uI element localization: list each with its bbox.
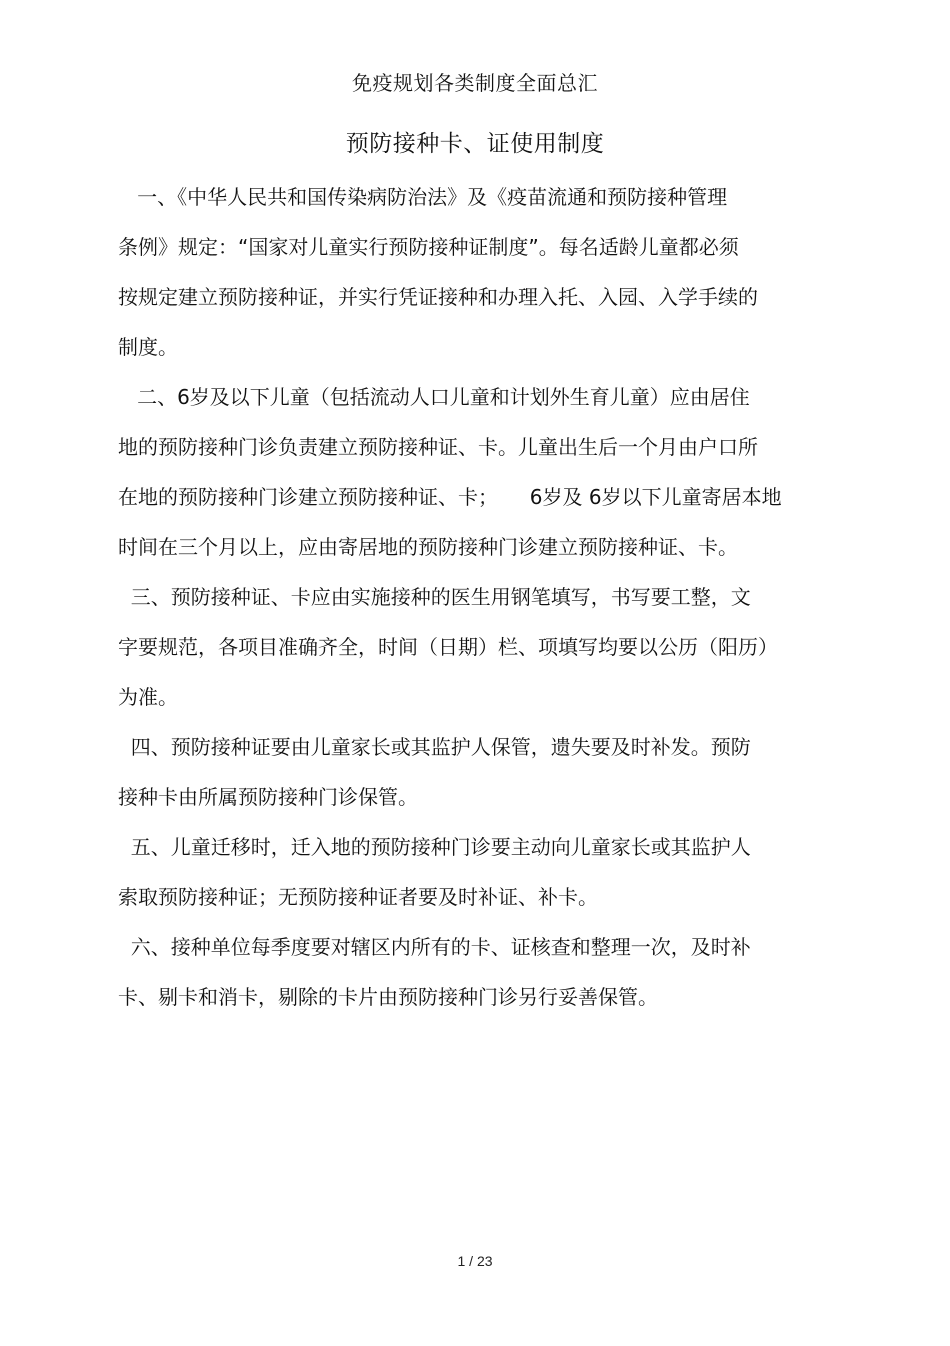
paragraph-line: 时间在三个月以上，应由寄居地的预防接种门诊建立预防接种证、卡。 [118, 535, 738, 559]
paragraph-line: 二、6岁及以下儿童（包括流动人口儿童和计划外生育儿童）应由居住 [118, 385, 750, 409]
paragraph-4 [118, 722, 823, 822]
paragraph-line: 制度。 [118, 335, 178, 359]
paragraph-5 [118, 822, 823, 922]
document-header: 免疫规划各类制度全面总汇 [352, 71, 598, 95]
paragraph-line: 四、预防接种证要由儿童家长或其监护人保管，遗失要及时补发。预防 [118, 735, 751, 759]
paragraph-line: 为准。 [118, 685, 178, 709]
paragraph-line: 六、接种单位每季度要对辖区内所有的卡、证核查和整理一次，及时补 [118, 935, 751, 959]
paragraph-line: 三、预防接种证、卡应由实施接种的医生用钢笔填写，书写要工整，文 [118, 585, 751, 609]
paragraph-line: 五、儿童迁移时，迁入地的预防接种门诊要主动向儿童家长或其监护人 [118, 835, 751, 859]
paragraph-line: 一、《中华人民共和国传染病防治法》及《疫苗流通和预防接种管理 [118, 185, 728, 209]
document-body [118, 172, 823, 1022]
paragraph-line: 接种卡由所属预防接种门诊保管。 [118, 785, 418, 809]
paragraph-line: 在地的预防接种门诊建立预防接种证、卡； 6岁及 6岁以下儿童寄居本地 [118, 485, 782, 509]
paragraph-line: 字要规范，各项目准确齐全，时间（日期）栏、项填写均要以公历（阳历） [118, 635, 778, 659]
paragraph-1 [118, 172, 823, 372]
page-number: 1 / 23 [457, 1253, 493, 1269]
paragraph-3 [118, 572, 823, 722]
paragraph-line: 卡、剔卡和消卡，剔除的卡片由预防接种门诊另行妥善保管。 [118, 985, 658, 1009]
paragraph-line: 条例》规定：“国家对儿童实行预防接种证制度”。每名适龄儿童都必须 [118, 235, 739, 259]
paragraph-line: 地的预防接种门诊负责建立预防接种证、卡。儿童出生后一个月由户口所 [118, 435, 758, 459]
paragraph-line: 按规定建立预防接种证，并实行凭证接种和办理入托、入园、入学手续的 [118, 285, 758, 309]
paragraph-2 [118, 372, 823, 572]
paragraph-line: 索取预防接种证；无预防接种证者要及时补证、补卡。 [118, 885, 598, 909]
page-title: 预防接种卡、证使用制度 [345, 131, 605, 157]
paragraph-6 [118, 922, 823, 1022]
